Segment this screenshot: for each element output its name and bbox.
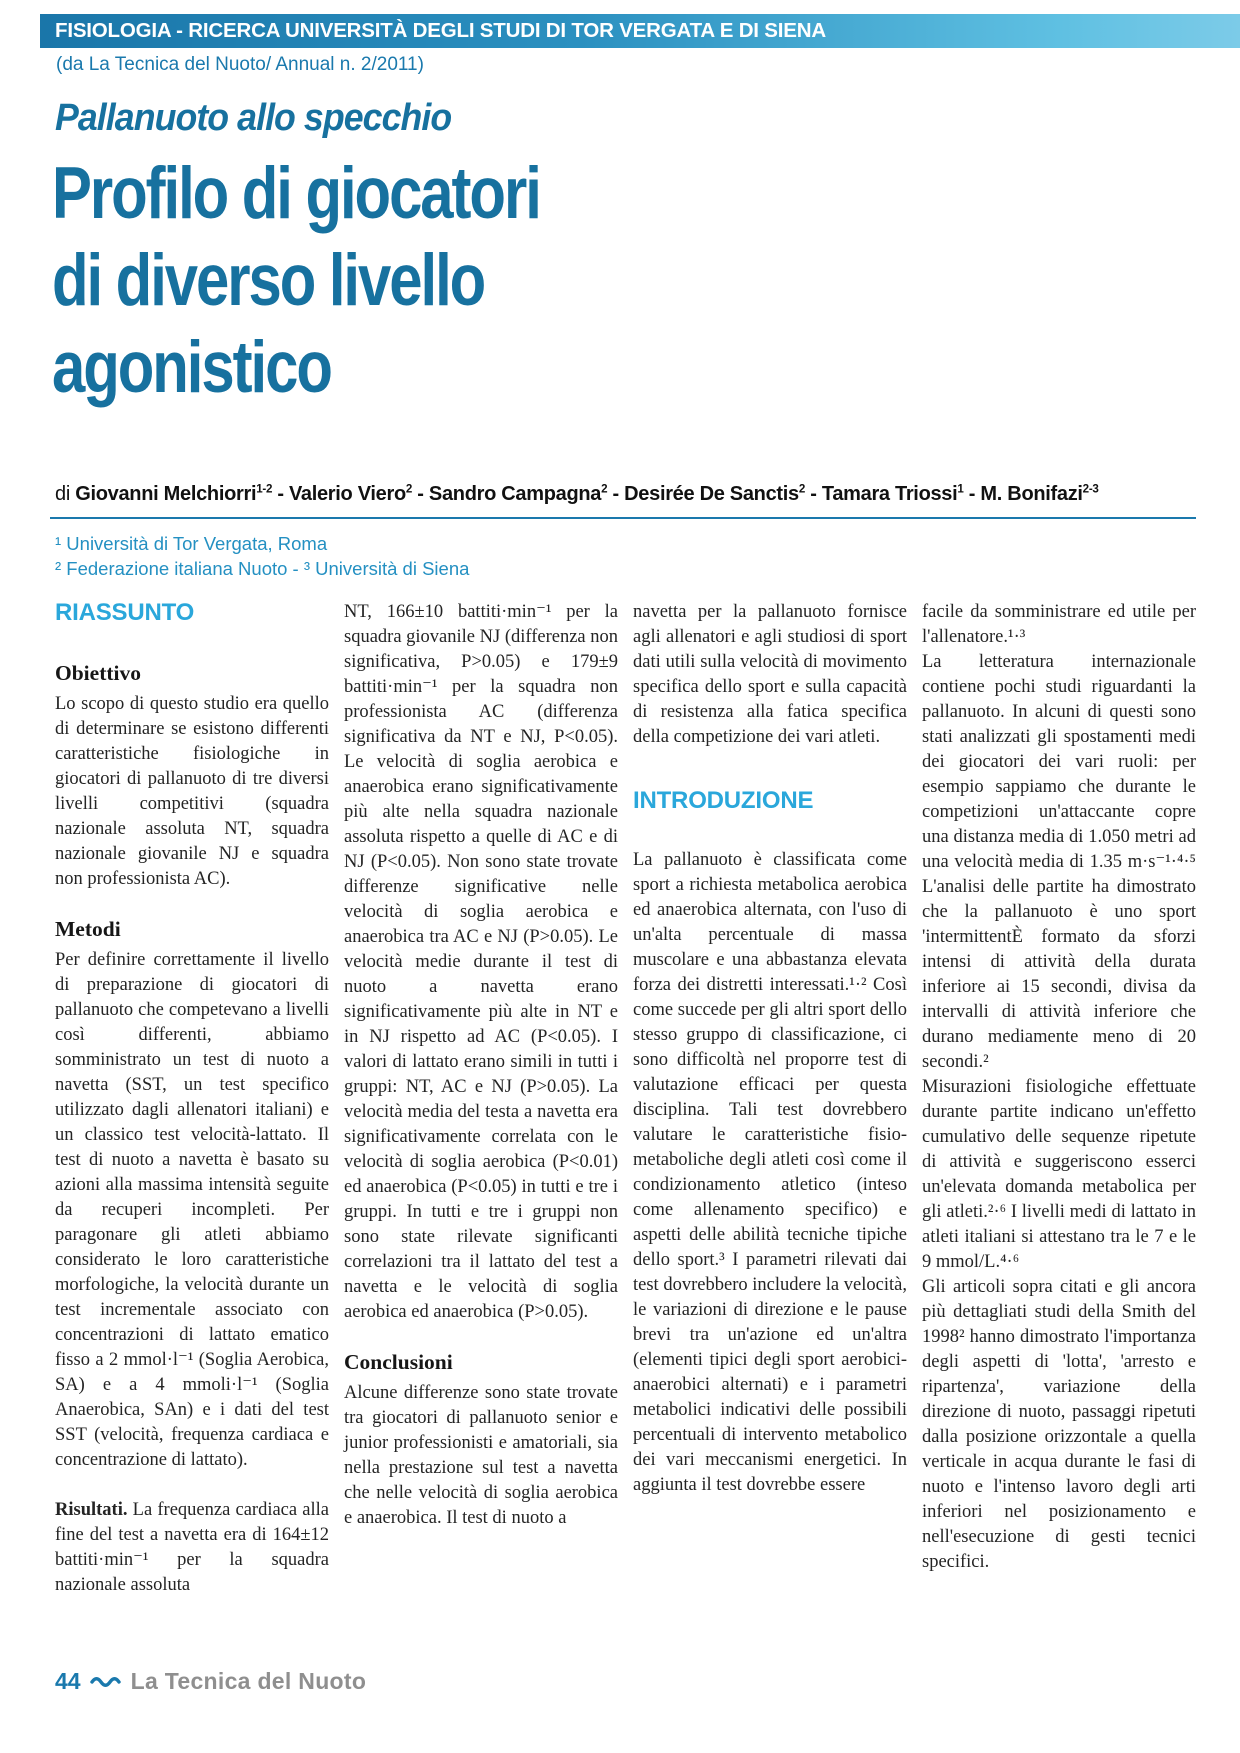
section-heading: INTRODUZIONE <box>633 787 814 814</box>
author-name: Valerio Viero$^2$ <box>288 482 413 505</box>
affiliation-line: ² Federazione italiana Nuoto - ³ Università di Siena <box>55 558 470 579</box>
author-ref: 2 <box>798 482 806 496</box>
author-name: Desirée De Sanctis$^2$ <box>624 482 806 505</box>
paragraph: La letteratura internazionale contiene pochi studi riguardanti la pallanuoto. In alcuni di questi sono stati analizzati gli spostamenti medi dei giocatori dei vari ruoli: per esempio sappiamo che durante le competizioni un'attaccante copre una distanza media di 1.050 metri ad una velocità media di 1.35 m·s⁻¹·⁴·⁵ L'analisi delle partite ha dimostrato che la pallanuoto è uno sport 'intermittentÈ formato da sforzi intensi di attività della durata inferiore ai 15 secondi, divisa da intervalli di attività inferiore che durano mediamente meno di 20 secondi.² <box>922 652 1196 1072</box>
author-ref: 2 <box>601 482 608 496</box>
page-footer <box>55 1668 366 1695</box>
source-note: (da La Tecnica del Nuoto/ Annual n. 2/2011) <box>56 54 424 75</box>
page-title-line: di diverso livello <box>52 240 485 321</box>
paragraph: La pallanuoto è classificata come sport a richiesta metabolica aerobica ed anaerobica alternata, con l'uso di un'alta percentuale di massa muscolare e una abbastanza elevata forza dei distretti interessati.¹·² Così come succede per gli altri sport dello stesso gruppo di classificazione, ci sono difficoltà nel proporre test di valutazione efficaci per questa disciplina. Tali test dovrebbero valutare le caratteristiche fisio-metaboliche degli atleti così come il condizionamento atletico (inteso come allenamento specifico) e aspetti delle abilità tecniche tipiche dello sport.³ I parametri rilevati dai test dovrebbero includere la velocità, le variazioni di direzione e le pause brevi tra un'azione ed un'altra (elementi tipici degli sport aerobici-anaerobici alternati) e i parametri metabolici indicativi delle possibili percentuali di intervento metabolico dei vari meccanismi energetici. In aggiunta il test dovrebbe essere <box>633 850 907 1495</box>
paragraph: NT, 166±10 battiti·min⁻¹ per la squadra giovanile NJ (differenza non significativa, P>0.05) e 179±9 battiti·min⁻¹ per la squadra non professionista AC (differenza significativa da NT e NJ, P<0.05). Le velocità di soglia aerobica e anaerobica erano significativamente più alte nella squadra nazionale assoluta rispetto a quelle di AC e di NJ (P<0.05). Non sono state trovate differenze significative nelle velocità di soglia aerobica e anaerobica tra AC e NJ (P>0.05). Le velocità medie durante il test di nuoto a navetta erano significativamente più alte in NT e in NJ rispetto ad AC (P<0.05). I valori di lattato erano simili in tutti i gruppi: NT, AC e NJ (P>0.05). La velocità media del testa a navetta era significativamente correlata con le velocità di soglia aerobica (P<0.01) ed anaerobica (P<0.05) in tutti e tre i gruppi. In tutti e tre i gruppi non sono state rilevate significanti correlazioni tra il lattato del test a navetta e le velocità di soglia aerobica ed anaerobica (P>0.05). <box>344 602 618 1322</box>
author-separator: - <box>805 483 822 505</box>
author-separator: - <box>963 483 981 505</box>
subsection-heading: Obiettivo <box>55 661 141 685</box>
author-separator: - <box>272 483 289 505</box>
author-ref: 1-2 <box>256 482 273 496</box>
author-separator: - <box>412 483 429 505</box>
affiliation-line: ¹ Università di Tor Vergata, Roma <box>55 533 328 554</box>
page-title <box>52 150 540 411</box>
author-name: M. Bonifazi$^{2-3}$ <box>980 482 1099 505</box>
page-title-line: agonistico <box>52 327 331 408</box>
author-ref: 2 <box>405 482 413 496</box>
paragraph: Risultati. La frequenza cardiaca alla fine del test a navetta era di 164±12 battiti·min⁻¹ per la squadra nazionale assoluta <box>55 1500 329 1595</box>
paragraph: Gli articoli sopra citati e gli ancora più dettagliati studi della Smith del 1998² hanno dimostrato l'importanza degli aspetti di 'lotta', 'arresto e ripartenza', variazione della direzione di nuoto, passaggi ripetuti dalla posizione orizzontale a quella verticale in acqua durante le fasi di nuoto e l'intenso lavoro degli arti inferiori nel posizionamento e nell'esecuzione di gesti tecnici specifici. <box>922 1277 1196 1572</box>
column-4 <box>922 600 1196 1575</box>
author-name: Giovanni Melchiorri$^{1-2}$ <box>75 482 273 505</box>
page-number: 44 <box>55 1668 81 1694</box>
wave-icon <box>90 1674 122 1690</box>
article-columns <box>55 600 1196 1598</box>
column-2 <box>344 600 618 1531</box>
affiliations <box>55 531 469 581</box>
kicker-text: FISIOLOGIA - RICERCA UNIVERSITÀ DEGLI STUDI DI TOR VERGATA E DI SIENA <box>55 19 826 42</box>
magazine-name: La Tecnica del Nuoto <box>130 1668 367 1694</box>
paragraph: facile da somministrare ed utile per l'allenatore.¹·³ <box>922 602 1196 647</box>
byline-prefix: di <box>55 483 76 505</box>
paragraph: navetta per la pallanuoto fornisce agli allenatori e agli studiosi di sport dati utili sulla velocità di movimento specifica dello sport e sulla capacità di resistenza alla fatica specifica della competizione dei vari atleti. <box>633 602 907 747</box>
author-ref: 1 <box>957 482 964 496</box>
paragraph: Lo scopo di questo studio era quello di determinare se esistono differenti caratteristiche fisiologiche in giocatori di pallanuoto di tre diversi livelli competitivi (squadra nazionale assoluta NT, squadra nazionale giovanile NJ e squadra non professionista AC). <box>55 694 329 889</box>
byline <box>55 483 1099 506</box>
paragraph: Per definire correttamente il livello di preparazione di giocatori di pallanuoto che competevano a livelli così differenti, abbiamo somministrato un test di nuoto a navetta (SST, un test specifico utilizzato dagli allenatori italiani) e un classico test velocità-lattato. Il test di nuoto a navetta è basato su azioni alla massima intensità seguite da recuperi incompleti. Per paragonare gli atleti abbiamo considerato le loro caratteristiche morfologiche, la velocità durante un test incrementale associato con concentrazioni di lattato ematico fisso a 2 mmol·l⁻¹ (Soglia Aerobica, SA) e a 4 mmoli·l⁻¹ (Soglia Anaerobica, SAn) e i dati del test SST (velocità, frequenza cardiaca e concentrazione di lattato). <box>55 950 329 1470</box>
column-1 <box>55 600 329 1598</box>
overtitle: Pallanuoto allo specchio <box>55 97 452 139</box>
author-ref: 2-3 <box>1082 482 1099 496</box>
paragraph: Alcune differenze sono state trovate tra giocatori di pallanuoto senior e junior professionisti e amatoriali, sia nella prestazione sul test a navetta che nelle velocità di soglia aerobica e anaerobica. Il test di nuoto a <box>344 1383 618 1528</box>
author-separator: - <box>607 483 625 505</box>
author-name: Sandro Campagna$^2$ <box>428 482 608 505</box>
kicker-bar <box>40 14 1240 48</box>
paragraph: Misurazioni fisiologiche effettuate durante partite indicano un'effetto cumulativo delle sequenze ripetute di attività e suggeriscono esserci un'elevata domanda metabolica per gli atleti.²·⁶ I livelli medi di lattato in atleti italiani si attestano tra le 7 e le 9 mmol/L.⁴·⁶ <box>922 1077 1196 1272</box>
column-3 <box>633 600 907 1498</box>
paragraph-lead: Risultati. <box>55 1500 133 1520</box>
byline-rule <box>50 517 1196 519</box>
subsection-heading: Conclusioni <box>344 1350 453 1374</box>
section-heading: RIASSUNTO <box>55 599 195 626</box>
page-title-line: Profilo di giocatori <box>52 153 540 234</box>
author-name: Tamara Triossi$^1$ <box>821 482 964 505</box>
subsection-heading: Metodi <box>55 917 121 941</box>
